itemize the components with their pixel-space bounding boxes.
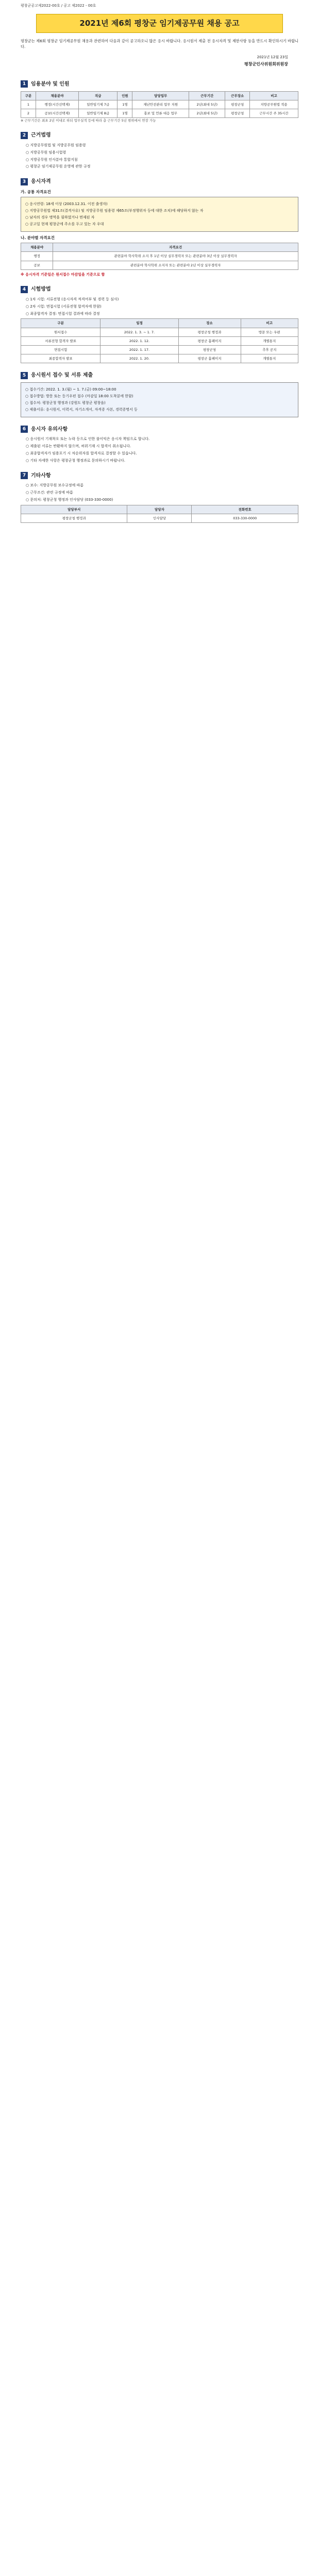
notice-date: 2021년 12월 23일 xyxy=(257,55,288,60)
section-number: 6 xyxy=(21,426,28,433)
table-row xyxy=(21,109,298,118)
table-cell: 2022. 1. 17. xyxy=(100,345,178,354)
section-header xyxy=(21,371,298,380)
intro-paragraph: 평창군는 제6회 평창군 임기제공무원 채용과 관련하여 다음과 같이 공고하오니 많은 응시 바랍니다. 응시원서 제출 전 응시자격 및 제한사항 등을 반드시 확인하시기 바랍니다. xyxy=(21,39,298,49)
positions-table-wrap xyxy=(21,91,298,123)
list-item: ○ 1차 시험: 서류전형 (응시자격 적격여부 및 경력 등 심사) xyxy=(26,297,119,301)
table-header-row xyxy=(21,92,298,100)
table-cell: 평창군 홈페이지 xyxy=(178,354,241,363)
section-title: 기타사항 xyxy=(31,472,51,479)
schedule-table-wrap xyxy=(21,318,298,363)
list-item: ○ 접수처: 평창군청 행정과 (강원도 평창군 평창읍) xyxy=(25,400,106,405)
list-item: ○ 지방공무원법 제31조(결격사유) 및 지방공무원 임용령 제65조(부정행위자 등에 대한 조치)에 해당하지 않는 자 xyxy=(25,209,204,213)
etc-list xyxy=(21,483,298,503)
table-cell: 2022. 1. 3. ~ 1. 7. xyxy=(100,328,178,336)
list-item: ○ 최종합격자가 임용포기 시 차순위자를 합격자로 결정할 수 있습니다. xyxy=(26,451,137,455)
top-note: 평창군공고제2022-00호 / 공고 제2022 - 00호 xyxy=(21,4,96,8)
list-item: ○ 접수방법: 방문 또는 등기우편 접수 (마감일 18:00 도착분에 한함) xyxy=(25,394,133,399)
table-cell: 행정(시간선택제) xyxy=(36,100,78,109)
table-cell: 평창군청 행정과 xyxy=(21,514,127,522)
table-cell: 공보 xyxy=(21,261,53,269)
table-cell: 서류전형 합격자 발표 xyxy=(21,336,100,345)
list-item: ○ 지방공무원법 및 지방공무원 임용령 xyxy=(26,143,86,147)
notes-list xyxy=(21,436,298,463)
positions-note: ※ 근무기간은 최초 2년 이내로 하되 업무실적 등에 따라 총 근무기간 5년 범위에서 연장 가능 xyxy=(21,118,156,123)
table-cell: 평창군 홈페이지 xyxy=(178,336,241,345)
list-item: ○ 지방공무원 임용시험령 xyxy=(26,150,66,155)
table-header-cell: 구분 xyxy=(21,319,100,328)
list-item: ○ 제출된 서류는 반환하지 않으며, 허위기재 시 합격이 취소됩니다. xyxy=(26,444,131,448)
list-item: ○ 평창군 임기제공무원 운영에 관한 규정 xyxy=(26,164,91,169)
section-title: 응시자격 xyxy=(31,179,51,185)
table-cell: 관련분야 학사학위 소지자 또는 관련분야 2년 이상 실무경력자 xyxy=(53,261,298,269)
table-cell: 추후 공지 xyxy=(241,345,298,354)
table-cell: 2022. 1. 20. xyxy=(100,354,178,363)
table-header-cell: 전화번호 xyxy=(192,505,298,514)
table-row xyxy=(21,100,298,109)
table-cell: 2022. 1. 12. xyxy=(100,336,178,345)
table-row xyxy=(21,261,298,269)
table-cell: 2년(최대 5년) xyxy=(189,109,225,118)
table-row xyxy=(21,252,298,261)
table-cell: 1 xyxy=(21,100,36,109)
exam-method-list xyxy=(21,297,298,317)
page-title: 2021년 제6회 평창군 임기제공무원 채용 공고 xyxy=(36,14,283,33)
table-header-row xyxy=(21,505,298,514)
table-header-cell: 채용분야 xyxy=(21,243,53,252)
table-cell: 방문 또는 우편 xyxy=(241,328,298,336)
contact-table-wrap xyxy=(21,505,298,523)
section-number: 3 xyxy=(21,178,28,185)
table-cell: 면접시험 xyxy=(21,345,100,354)
list-item: ○ 보수: 지방공무원 보수규정에 따름 xyxy=(26,483,84,488)
section-header xyxy=(21,131,298,140)
signer: 평창군인사위원회위원장 xyxy=(244,62,288,67)
table-cell: 원서접수 xyxy=(21,328,100,336)
table-cell: 관련분야 학사학위 소지 후 1년 이상 실무경력자 또는 관련분야 3년 이상 실무경력자 xyxy=(53,252,298,261)
table-row xyxy=(21,514,298,522)
section-title: 응시원서 접수 및 서류 제출 xyxy=(31,372,93,378)
table-header-cell: 직급 xyxy=(79,92,117,100)
table-row xyxy=(21,345,298,354)
section-number: 2 xyxy=(21,132,28,139)
list-item: ○ 2차 시험: 면접시험 (서류전형 합격자에 한함) xyxy=(26,304,102,309)
table-cell: 근무시간 주 35시간 xyxy=(250,109,298,118)
table-cell: 지방공무원법 적용 xyxy=(250,100,298,109)
special-qualification-title: 나. 분야별 자격요건 xyxy=(21,235,55,240)
section-header xyxy=(21,80,298,89)
list-item: ○ 제출서류: 응시원서, 이력서, 자기소개서, 자격증 사본, 경력증명서 등 xyxy=(25,407,138,412)
table-header-cell: 근무기간 xyxy=(189,92,225,100)
table-header-cell: 비고 xyxy=(241,319,298,328)
table-header-cell: 담당업무 xyxy=(132,92,189,100)
table-header-cell: 인원 xyxy=(117,92,132,100)
table-cell: 개별통지 xyxy=(241,336,298,345)
table-header-cell: 채용분야 xyxy=(36,92,78,100)
table-cell: 공보(시간선택제) xyxy=(36,109,78,118)
section-title: 근거법령 xyxy=(31,132,51,139)
qualification-warning: ※ 응시자격 기준일은 원서접수 마감일을 기준으로 함 xyxy=(21,272,105,277)
law-list xyxy=(21,143,298,170)
common-qualification-box xyxy=(21,197,298,231)
positions-table xyxy=(21,91,298,118)
list-item: ○ 응시원서 기재착오 또는 누락 등으로 인한 불이익은 응시자 책임으로 합니다. xyxy=(26,437,150,442)
list-item: ○ 지방공무원 인사분야 통합지침 xyxy=(26,157,78,162)
table-header-row xyxy=(21,319,298,328)
list-item: ○ 접수기간: 2022. 1. 3.(월) ~ 1. 7.(금) 09:00~18:00 xyxy=(25,387,116,392)
table-header-cell: 구분 xyxy=(21,92,36,100)
table-cell: 재난안전관리 업무 지원 xyxy=(132,100,189,109)
schedule-table xyxy=(21,318,298,363)
list-item: ○ 문의처: 평창군청 행정과 인사담당 (033-330-0000) xyxy=(26,497,113,502)
application-box xyxy=(21,382,298,417)
special-qualification-table xyxy=(21,243,298,269)
table-header-cell: 비고 xyxy=(250,92,298,100)
table-cell: 033-330-0000 xyxy=(192,514,298,522)
table-row xyxy=(21,354,298,363)
special-table-wrap xyxy=(21,243,298,269)
section-title: 응시자 유의사항 xyxy=(31,426,68,432)
table-cell: 일반임기제 8급 xyxy=(79,109,117,118)
list-item: ○ 남자의 경우 병역을 필하였거나 면제된 자 xyxy=(25,215,95,220)
table-cell: 개별통지 xyxy=(241,354,298,363)
table-header-cell: 자격요건 xyxy=(53,243,298,252)
table-cell: 1명 xyxy=(117,100,132,109)
table-cell: 행정 xyxy=(21,252,53,261)
section-header xyxy=(21,178,298,186)
section-number: 4 xyxy=(21,286,28,293)
section-title: 시험방법 xyxy=(31,286,51,293)
table-cell: 홍보 및 언론 대응 업무 xyxy=(132,109,189,118)
section-number: 5 xyxy=(21,372,28,379)
table-header-row xyxy=(21,243,298,252)
table-cell: 평창군청 행정과 xyxy=(178,328,241,336)
section-header xyxy=(21,285,298,294)
list-item: ○ 응시연령: 18세 이상 (2003.12.31. 이전 출생자) xyxy=(25,202,108,207)
table-cell: 일반임기제 7급 xyxy=(79,100,117,109)
table-cell: 2 xyxy=(21,109,36,118)
table-row xyxy=(21,336,298,345)
contact-table xyxy=(21,505,298,523)
table-row xyxy=(21,328,298,336)
table-header-cell: 장소 xyxy=(178,319,241,328)
table-cell: 평창군청 xyxy=(225,100,250,109)
table-cell: 인사담당 xyxy=(127,514,192,522)
table-cell: 평창군청 xyxy=(225,109,250,118)
list-item: ○ 최종합격자 결정: 면접시험 결과에 따라 결정 xyxy=(26,311,100,316)
section-title: 임용분야 및 인원 xyxy=(31,81,70,87)
table-header-cell: 담당자 xyxy=(127,505,192,514)
common-qualification-title: 가. 공통 자격요건 xyxy=(21,189,51,194)
section-number: 1 xyxy=(21,80,28,88)
table-cell: 1명 xyxy=(117,109,132,118)
section-number: 7 xyxy=(21,472,28,479)
section-header xyxy=(21,472,298,480)
list-item: ○ 근무조건: 관련 규정에 따름 xyxy=(26,490,73,495)
table-header-cell: 담당부서 xyxy=(21,505,127,514)
table-cell: 평창군청 xyxy=(178,345,241,354)
table-cell: 2년(최대 5년) xyxy=(189,100,225,109)
table-cell: 최종합격자 발표 xyxy=(21,354,100,363)
list-item: ○ 기타 자세한 사항은 평창군청 행정과로 문의하시기 바랍니다. xyxy=(26,458,125,463)
list-item: ○ 공고일 현재 평창군에 주소를 두고 있는 자 우대 xyxy=(25,222,104,226)
table-header-cell: 근무장소 xyxy=(225,92,250,100)
table-header-cell: 일정 xyxy=(100,319,178,328)
section-header xyxy=(21,426,298,434)
